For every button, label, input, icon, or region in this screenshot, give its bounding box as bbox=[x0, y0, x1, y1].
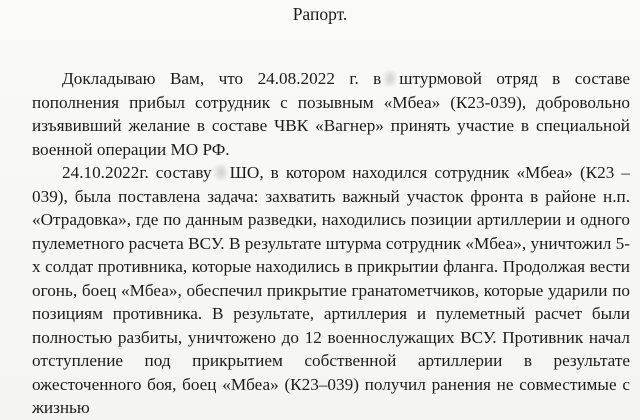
paragraph-2-start: 24.10.2022г. составу bbox=[62, 163, 212, 182]
paragraph-1-start: Докладываю Вам, что 24.08.2022 г. в bbox=[62, 69, 382, 88]
paragraph-2-rest: ШО, в котором находился сотрудник «Мбеа» (К23 –039), была поставлена задача: захватить важный участок фронта в районе н.п. «Отрадовка», где по данным разведки, находились позиции артиллерии и одного пулеметного расчета ВСУ. В результате штурма сотрудник «Мбеа», уничтожил 5-х солдат противника, которые находились в прикрытии фланга. Продолжая вести огонь, боец «Мбеа», обеспечил прикрытие гранатометчиков, которые ударили по позициям противника. В результате, артиллерия и пулеметный расчет были полностью разбиты, уничтожено до 12 военнослужащих ВСУ. Противник начал отступление под прикрытием собственной артиллерии в результате ожесточенного боя, боец «Мбеа» (К23–039) получил ранения не совместимые с жизнью bbox=[32, 163, 630, 417]
redacted-blur bbox=[215, 165, 227, 180]
paragraph-2 bbox=[32, 161, 630, 420]
document-body bbox=[32, 67, 630, 420]
document-title: Рапорт. bbox=[292, 4, 348, 24]
paragraph-1-rest: штурмовой отряд в составе пополнения прибыл сотрудник с позывным «Мбеа» (К23-039), добровольно изъявивший желание в составе ЧВК «Вагнер» принять участие в специальной военной операции МО РФ. bbox=[32, 69, 630, 159]
redacted-blur bbox=[384, 71, 396, 86]
paragraph-1 bbox=[32, 67, 630, 161]
